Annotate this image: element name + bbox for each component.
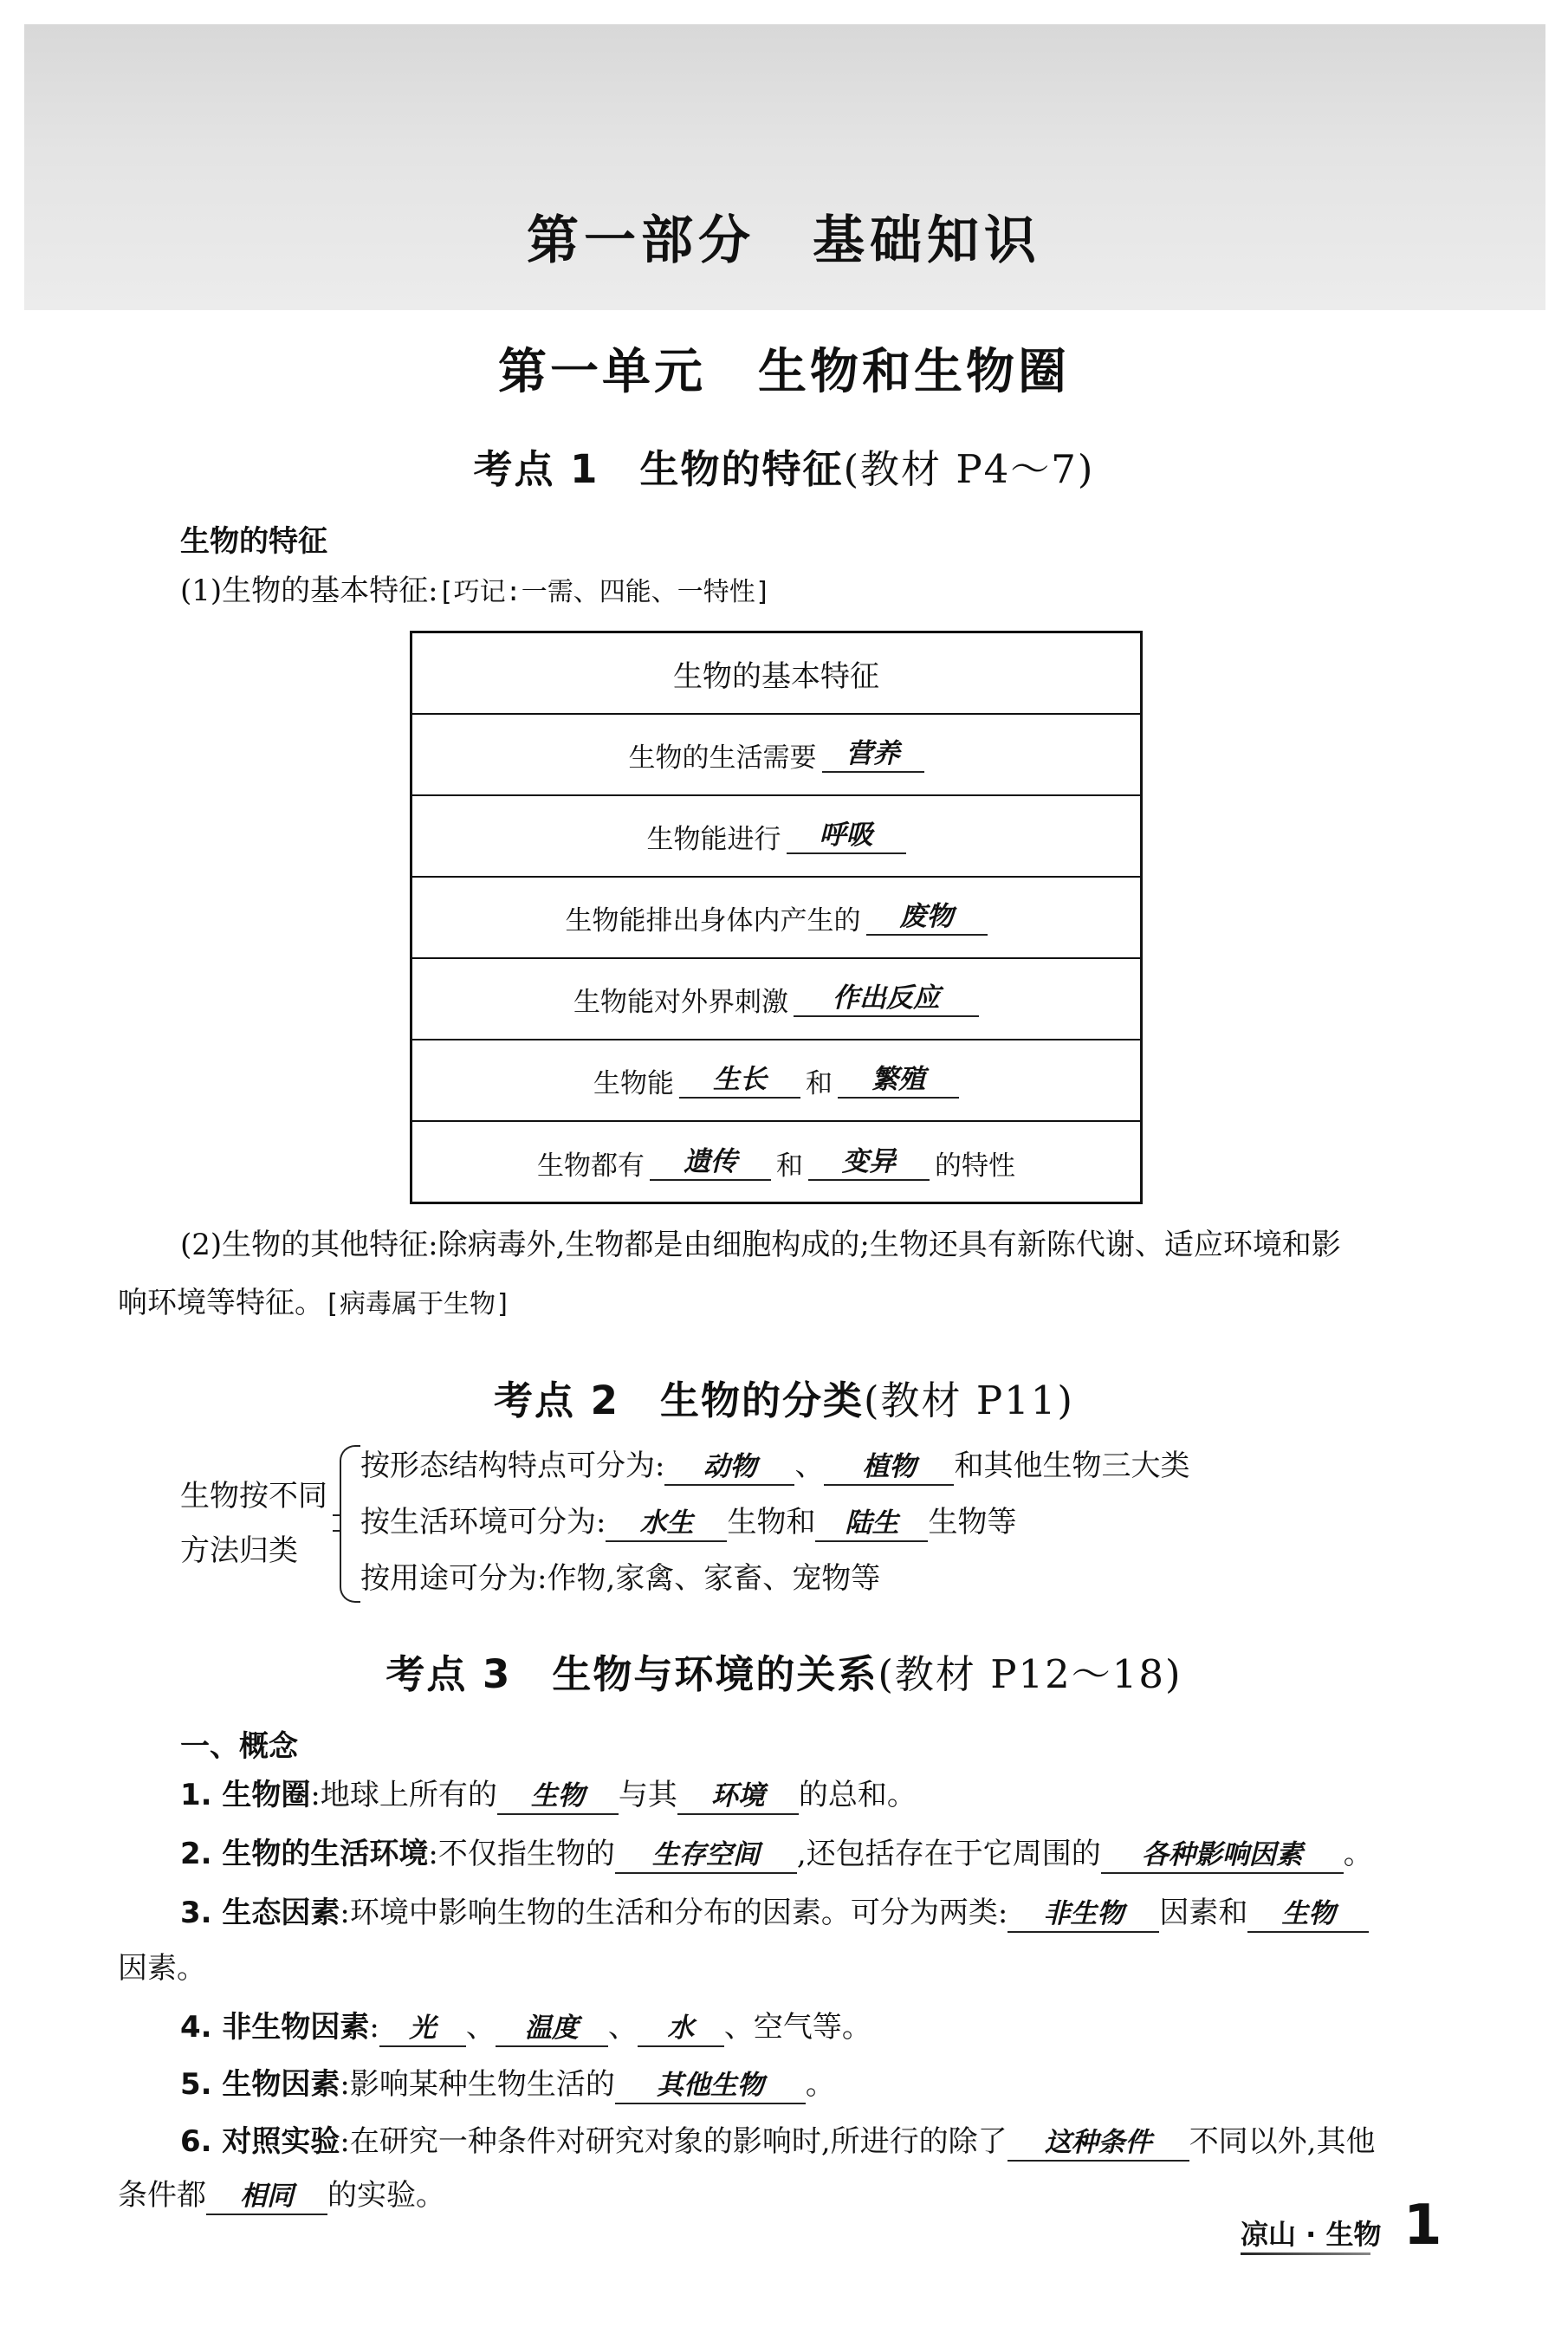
- answer-blank: 光: [379, 2011, 466, 2047]
- classification-line1: [360, 1447, 1189, 1486]
- concept-text: 、空气等。: [723, 2010, 871, 2045]
- row-text-pre: 生物能排出身体内产生的: [565, 904, 861, 937]
- classification-label-1: 生物按不同: [180, 1479, 327, 1514]
- row-text-mid: 和: [776, 1150, 803, 1182]
- kaodian3-title-text: 考点 3 生物与环境的关系: [386, 1651, 878, 1697]
- concept-item-4: [180, 2008, 871, 2047]
- kaodian2-title: [0, 1369, 1568, 1425]
- concept-item-3-line2: 因素。: [118, 1951, 206, 1986]
- answer-blank: 生物: [1247, 1896, 1369, 1933]
- concept-item-6: [180, 2123, 1376, 2162]
- concept-label: 5. 生物因素: [180, 2067, 340, 2102]
- line2-post: 生物等: [928, 1505, 1017, 1539]
- concept-item-1: [180, 1776, 917, 1815]
- table-row: [412, 796, 1140, 878]
- brace-bracket: [340, 1445, 360, 1603]
- answer-blank: 其他生物: [615, 2068, 806, 2104]
- line1-post: 和其他生物三大类: [954, 1449, 1190, 1483]
- concept-text: ,还包括存在于它周围的: [796, 1837, 1101, 1871]
- concept-text: :不仅指生物的: [428, 1837, 615, 1871]
- table-header: 生物的基本特征: [412, 633, 1140, 715]
- table-row: [412, 1122, 1140, 1203]
- concept-label: 1. 生物圈: [180, 1778, 311, 1812]
- table-row: [412, 715, 1140, 796]
- basic-features-table: [410, 631, 1143, 1204]
- concept-text: :环境中影响生物的生活和分布的因素。可分为两类:: [340, 1896, 1008, 1930]
- row-text-pre: 生物能对外界刺激: [573, 986, 788, 1018]
- kaodian3-source: (教材 P12～18): [878, 1651, 1182, 1697]
- row-text-pre: 生物都有: [537, 1150, 645, 1182]
- kaodian3-title: [0, 1643, 1568, 1699]
- answer-blank: 植物: [824, 1449, 954, 1486]
- concept-text: 的实验。: [327, 2178, 445, 2213]
- answer-blank: 作出反应: [794, 981, 979, 1017]
- kaodian1-title-text: 考点 1 生物的特征: [473, 446, 844, 492]
- answer-blank: 生物: [497, 1779, 619, 1815]
- other-features-text: 响环境等特征。: [118, 1286, 324, 1320]
- row-text-pre: 生物能: [593, 1067, 674, 1099]
- answer-blank: 非生物: [1008, 1896, 1159, 1933]
- concept-text: 。: [1343, 1837, 1373, 1871]
- row-text-post: 的特性: [935, 1150, 1015, 1182]
- kaodian1-intro-text: (1)生物的基本特征:: [180, 574, 438, 608]
- answer-blank: 动物: [664, 1449, 794, 1486]
- answer-blank: 繁殖: [838, 1062, 959, 1099]
- table-row: [412, 878, 1140, 959]
- answer-blank: 陆生: [815, 1506, 928, 1542]
- row-text-pre: 生物能进行: [646, 823, 781, 855]
- kaodian3-heading: 一、概念: [180, 1729, 298, 1764]
- classification-line3: 按用途可分为:作物,家禽、家畜、宠物等: [360, 1561, 881, 1596]
- row-text-pre: 生物的生活需要: [628, 742, 817, 774]
- concept-text: 的总和。: [798, 1778, 917, 1812]
- kaodian1-intro-note: [巧记:一需、四能、一特性]: [437, 577, 771, 607]
- concept-text: 不同以外,其他: [1189, 2124, 1376, 2159]
- kaodian1-intro: [180, 572, 771, 612]
- answer-blank: 遗传: [650, 1144, 771, 1181]
- part-title: 第一部分 基础知识: [527, 211, 1041, 271]
- unit-title: 第一单元 生物和生物圈: [498, 344, 1070, 400]
- concept-item-2: [180, 1835, 1373, 1874]
- other-features-line1: (2)生物的其他特征:除病毒外,生物都是由细胞构成的;生物还具有新陈代谢、适应环境和影: [180, 1228, 1341, 1262]
- concept-text: :地球上所有的: [310, 1778, 497, 1812]
- concept-label: 6. 对照实验: [180, 2124, 340, 2159]
- classification-line2: [360, 1503, 1016, 1542]
- footer-label: 凉山 · 生物: [1241, 2218, 1382, 2251]
- kaodian1-heading: 生物的特征: [180, 524, 327, 559]
- kaodian1-title: [0, 438, 1568, 494]
- concept-text: 因素和: [1159, 1896, 1248, 1930]
- concept-label: 2. 生物的生活环境: [180, 1837, 429, 1871]
- kaodian2-title-text: 考点 2 生物的分类: [494, 1377, 864, 1423]
- concept-text: 、: [465, 2010, 496, 2045]
- line2-pre: 按生活环境可分为:: [360, 1505, 606, 1539]
- other-features-note: [病毒属于生物]: [324, 1289, 512, 1319]
- kaodian1-source: (教材 P4～7): [843, 446, 1095, 492]
- concept-text: :影响某种生物生活的: [340, 2067, 615, 2102]
- concept-text: 、: [607, 2010, 638, 2045]
- answer-blank: 环境: [677, 1779, 799, 1815]
- concept-label: 3. 生态因素: [180, 1896, 340, 1930]
- line1-pre: 按形态结构特点可分为:: [360, 1449, 665, 1483]
- answer-blank: 变异: [808, 1144, 930, 1181]
- concept-text: 条件都: [118, 2178, 206, 2213]
- answer-blank: 呼吸: [787, 818, 906, 854]
- concept-item-6-line2: [118, 2176, 445, 2215]
- concept-text: :: [369, 2010, 379, 2045]
- row-text-mid: 和: [806, 1067, 833, 1099]
- concept-text: 。: [805, 2067, 835, 2102]
- concept-item-5: [180, 2065, 835, 2104]
- footer-divider: [1241, 2252, 1370, 2255]
- answer-blank: 相同: [206, 2179, 327, 2215]
- answer-blank: 水: [638, 2011, 724, 2047]
- classification-label-2: 方法归类: [180, 1533, 298, 1568]
- answer-blank: 这种条件: [1008, 2125, 1189, 2162]
- brace-bracket-tip: [333, 1514, 341, 1532]
- kaodian2-source: (教材 P11): [864, 1377, 1074, 1423]
- table-row: [412, 959, 1140, 1040]
- line2-mid: 生物和: [727, 1505, 816, 1539]
- answer-blank: 生存空间: [615, 1838, 797, 1874]
- answer-blank: 各种影响因素: [1101, 1838, 1344, 1874]
- answer-blank: 水生: [606, 1506, 727, 1542]
- answer-blank: 营养: [822, 736, 924, 773]
- line1-mid: 、: [794, 1449, 825, 1483]
- other-features-line2: [118, 1284, 511, 1324]
- answer-blank: 温度: [496, 2011, 608, 2047]
- answer-blank: 生长: [679, 1062, 800, 1099]
- concept-text: :在研究一种条件对研究对象的影响时,所进行的除了: [340, 2124, 1008, 2159]
- answer-blank: 废物: [866, 899, 988, 936]
- concept-label: 4. 非生物因素: [180, 2010, 370, 2045]
- table-row: [412, 1040, 1140, 1122]
- page-number: 1: [1403, 2194, 1442, 2258]
- concept-item-3: [180, 1894, 1369, 1933]
- concept-text: 与其: [618, 1778, 677, 1812]
